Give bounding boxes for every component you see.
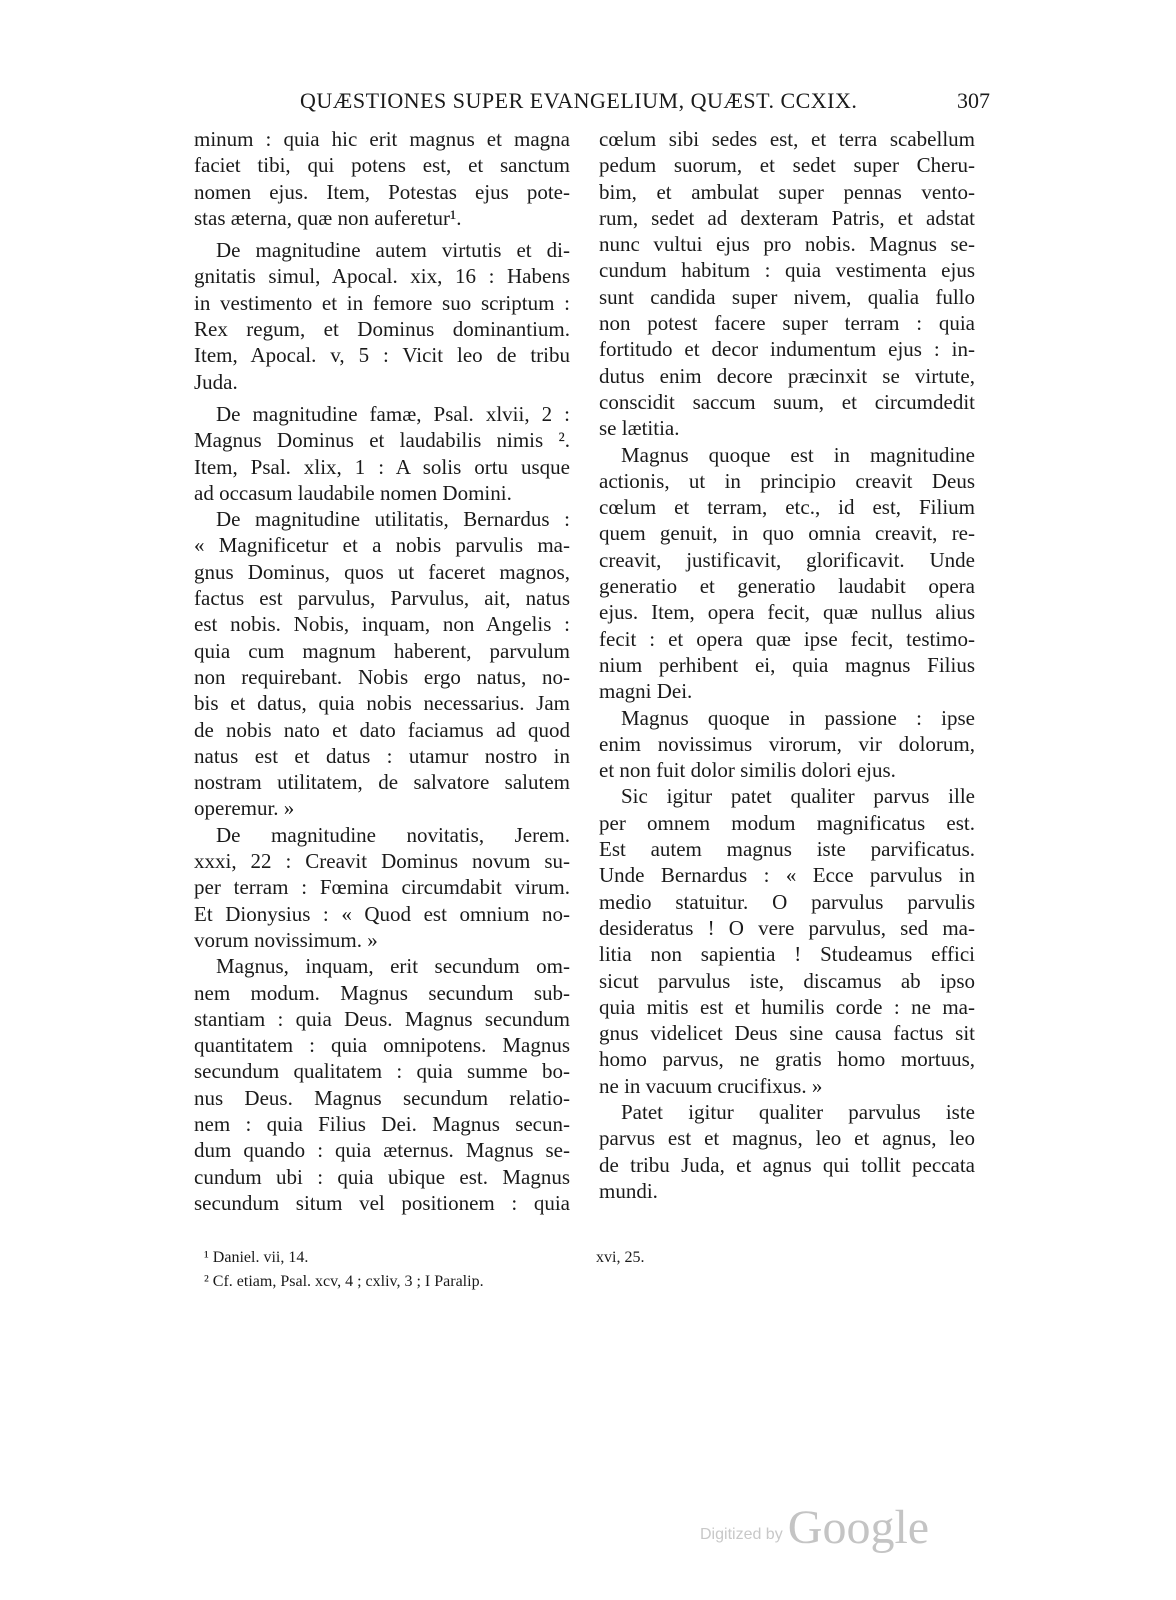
- text-line: generatio et generatio laudabit opera: [599, 574, 975, 599]
- text-line: conscidit saccum suum, et circumdedit: [599, 389, 975, 414]
- text-line: creavit, justificavit, glorificavit. Unde: [599, 547, 975, 572]
- text-line: Magnus Dominus et laudabilis nimis ².: [194, 428, 570, 453]
- text-line: Item, Psal. xlix, 1 : A solis ortu usque: [194, 454, 570, 479]
- text-line: Unde Bernardus : « Ecce parvulus in: [599, 863, 975, 888]
- footnote-1: ¹ Daniel. vii, 14.: [204, 1249, 309, 1266]
- text-line: est nobis. Nobis, inquam, non Angelis :: [194, 612, 570, 637]
- text-line: ad occasum laudabile nomen Domini.: [194, 480, 512, 505]
- text-line: nium perhibent ei, quia magnus Filius: [599, 652, 975, 677]
- text-line: Et Dionysius : « Quod est omnium no-: [194, 901, 570, 926]
- text-line: non potest facere super terram : quia: [599, 311, 975, 336]
- text-line: Magnus quoque in passione : ipse: [621, 705, 975, 730]
- text-line: medio statuitur. O parvulus parvulis: [599, 889, 975, 914]
- text-line: cundum habitum : quia vestimenta ejus: [599, 258, 975, 283]
- text-line: secundum qualitatem : quia summe bo-: [194, 1059, 570, 1084]
- text-line: homo parvus, ne gratis homo mortuus,: [599, 1047, 975, 1072]
- text-line: Rex regum, et Dominus dominantium.: [194, 317, 570, 342]
- text-line: se lætitia.: [599, 416, 680, 441]
- text-line: stantiam : quia Deus. Magnus secundum: [194, 1006, 570, 1031]
- text-line: fecit : et opera quæ ipse fecit, testimo-: [599, 626, 975, 651]
- text-line: dum quando : quia æternus. Magnus se-: [194, 1138, 570, 1163]
- text-line: sunt candida super nivem, qualia fullo: [599, 284, 975, 309]
- text-line: ejus. Item, opera fecit, quæ nullus alius: [599, 600, 975, 625]
- text-line: per omnem modum magnificatus est.: [599, 810, 975, 835]
- text-line: stas æterna, quæ non auferetur¹.: [194, 205, 462, 230]
- text-line: nem : quia Filius Dei. Magnus secun-: [194, 1111, 570, 1136]
- text-line: enim novissimus virorum, vir dolorum,: [599, 731, 975, 756]
- text-line: quem genuit, in quo omnia creavit, re-: [599, 521, 975, 546]
- text-line: in vestimento et in femore suo scriptum :: [194, 290, 570, 315]
- text-line: bim, et ambulat super pennas vento-: [599, 179, 975, 204]
- text-line: Magnus quoque est in magnitudine: [621, 442, 975, 467]
- digitized-by-google-watermark: [700, 1500, 929, 1555]
- text-line: de tribu Juda, et agnus qui tollit peccata: [599, 1152, 975, 1177]
- text-line: mundi.: [599, 1178, 658, 1203]
- text-line: secundum situm vel positionem : quia: [194, 1190, 570, 1215]
- right-text-column: [599, 126, 975, 1204]
- text-line: dutus enim decore præcinxit se virtute,: [599, 363, 975, 388]
- text-line: operemur. »: [194, 796, 295, 821]
- text-line: natus est et datus : utamur nostro in: [194, 743, 570, 768]
- text-line: Sic igitur patet qualiter parvus ille: [621, 784, 975, 809]
- text-line: per terram : Fœmina circumdabit virum.: [194, 875, 570, 900]
- text-line: rum, sedet ad dexteram Patris, et adstat: [599, 205, 975, 230]
- text-line: Magnus, inquam, erit secundum om-: [216, 954, 570, 979]
- text-line: nomen ejus. Item, Potestas ejus pote-: [194, 179, 570, 204]
- text-line: De magnitudine famæ, Psal. xlvii, 2 :: [216, 401, 570, 426]
- text-line: et non fuit dolor similis dolori ejus.: [599, 758, 896, 783]
- text-line: cundum ubi : quia ubique est. Magnus: [194, 1164, 570, 1189]
- text-line: parvus est et magnus, leo et agnus, leo: [599, 1126, 975, 1151]
- google-logo: Google: [787, 1501, 930, 1554]
- text-line: Patet igitur qualiter parvulus iste: [621, 1099, 975, 1124]
- text-line: xxxi, 22 : Creavit Dominus novum su-: [194, 849, 570, 874]
- left-text-column: [194, 126, 570, 1216]
- text-line: de nobis nato et dato faciamus ad quod: [194, 717, 570, 742]
- text-line: De magnitudine utilitatis, Bernardus :: [216, 507, 570, 532]
- text-line: sicut parvulus iste, discamus ab ipso: [599, 968, 975, 993]
- text-line: fortitudo et decor indumentum ejus : in-: [599, 337, 975, 362]
- text-line: bis et datus, quia nobis necessarius. Jam: [194, 691, 570, 716]
- text-line: nem modum. Magnus secundum sub-: [194, 980, 570, 1005]
- text-line: De magnitudine novitatis, Jerem.: [216, 822, 570, 847]
- text-line: nunc vultui ejus pro nobis. Magnus se-: [599, 232, 975, 257]
- footnote-2: ² Cf. etiam, Psal. xcv, 4 ; cxliv, 3 ; I Paralip.: [204, 1273, 484, 1290]
- text-line: faciet tibi, qui potens est, et sanctum: [194, 153, 570, 178]
- text-line: gnitatis simul, Apocal. xix, 16 : Habens: [194, 264, 570, 289]
- text-line: gnus videlicet Deus sine causa factus sit: [599, 1021, 975, 1046]
- text-line: pedum suorum, et sedet super Cheru-: [599, 153, 975, 178]
- text-line: cœlum sibi sedes est, et terra scabellum: [599, 127, 975, 151]
- running-title: QUÆSTIONES SUPER EVANGELIUM, QUÆST. CCXIX.: [300, 88, 858, 113]
- text-line: vorum novissimum. »: [194, 927, 378, 952]
- footnote-2-continuation: xvi, 25.: [596, 1249, 645, 1266]
- page-number: 307: [957, 88, 990, 113]
- text-line: desideratus ! O vere parvulus, sed ma-: [599, 915, 975, 940]
- text-line: litia non sapientia ! Studeamus effici: [599, 942, 975, 967]
- text-line: nus Deus. Magnus secundum relatio-: [194, 1085, 570, 1110]
- text-line: non requirebant. Nobis ergo natus, no-: [194, 664, 570, 689]
- text-line: quia mitis est et humilis corde : ne ma-: [599, 994, 975, 1019]
- text-line: nostram utilitatem, de salvatore salutem: [194, 770, 570, 795]
- text-line: cœlum et terram, etc., id est, Filium: [599, 495, 975, 520]
- text-line: quia cum magnum haberent, parvulum: [194, 638, 570, 663]
- text-line: factus est parvulus, Parvulus, ait, natus: [194, 586, 570, 611]
- text-line: Est autem magnus iste parvificatus.: [599, 837, 975, 862]
- text-line: magni Dei.: [599, 679, 693, 704]
- text-line: ne in vacuum crucifixus. »: [599, 1073, 823, 1098]
- text-line: quantitatem : quia omnipotens. Magnus: [194, 1033, 570, 1058]
- text-line: Juda.: [194, 369, 238, 394]
- text-line: gnus Dominus, quos ut faceret magnos,: [194, 559, 570, 584]
- text-line: minum : quia hic erit magnus et magna: [194, 127, 570, 151]
- text-line: Item, Apocal. v, 5 : Vicit leo de tribu: [194, 343, 570, 368]
- text-line: actionis, ut in principio creavit Deus: [599, 468, 975, 493]
- text-line: De magnitudine autem virtutis et di-: [216, 238, 570, 263]
- text-line: « Magnificetur et a nobis parvulis ma-: [194, 533, 570, 558]
- watermark-prefix: Digitized by: [700, 1526, 783, 1543]
